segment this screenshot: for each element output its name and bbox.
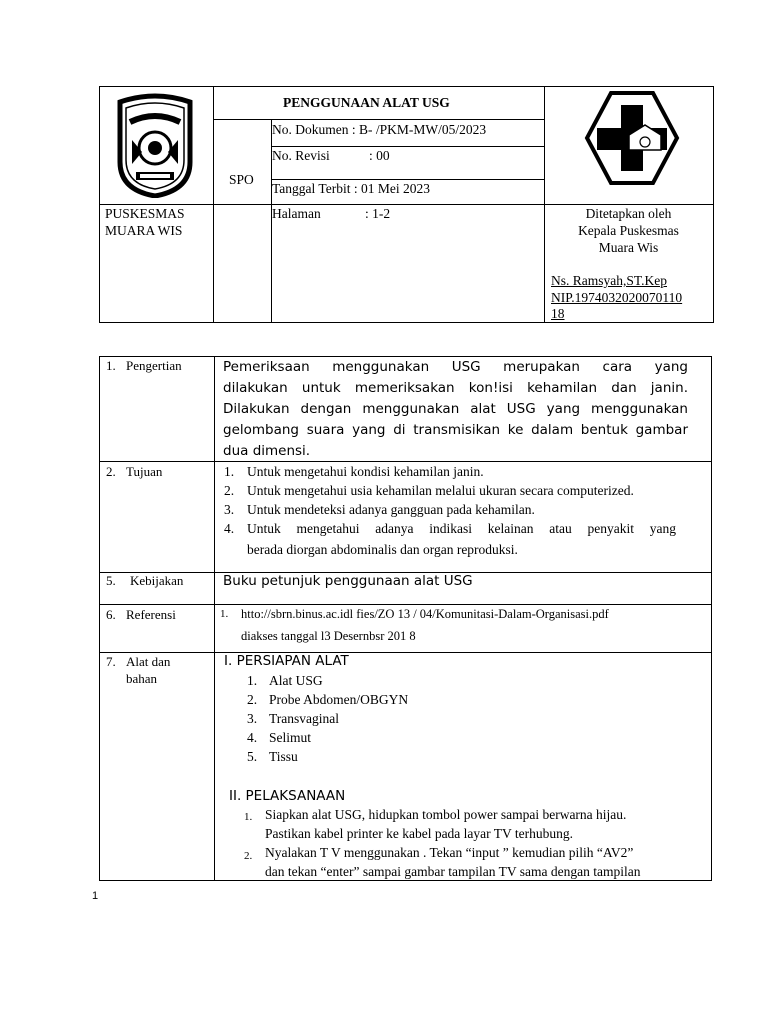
ditetapkan-line1: Ditetapkan oleh bbox=[585, 206, 672, 221]
list-item: Untuk mengetahui kondisi kehamilan janin. bbox=[247, 464, 484, 479]
list-item: Untuk mendeteksi adanya gangguan pada kehamilan. bbox=[247, 502, 535, 517]
section-number: 6. bbox=[106, 607, 116, 622]
list-item-cont: dan tekan “enter” sampai gambar tampilan TV sama dengan tampilan bbox=[265, 864, 641, 879]
list-item: Transvaginal bbox=[269, 711, 339, 726]
list-item: Untuk mengetahui adanya indikasi kelainan atau penyakit yang bbox=[247, 521, 676, 536]
ditetapkan-line2: Kepala Puskesmas bbox=[578, 223, 679, 238]
list-item-number: 3. bbox=[224, 502, 235, 517]
org-name-line2: MUARA WIS bbox=[105, 223, 183, 238]
list-item-number: 2. bbox=[244, 850, 253, 862]
kebijakan-text: Buku petunjuk penggunaan alat USG bbox=[223, 573, 473, 589]
no-revisi-label: No. Revisi bbox=[272, 148, 330, 163]
header-title: PENGGUNAAN ALAT USG bbox=[283, 95, 450, 110]
page-number: 1 bbox=[92, 890, 99, 902]
list-item-number: 2. bbox=[224, 483, 235, 498]
list-item: Alat USG bbox=[269, 673, 323, 688]
section-label-tujuan: Tujuan bbox=[126, 464, 163, 479]
reference-accessed: diakses tanggal l3 Desernbsr 201 8 bbox=[241, 629, 416, 643]
section-label-kebijakan: Kebijakan bbox=[130, 573, 184, 588]
section-number: 1. bbox=[106, 358, 116, 373]
list-item: Probe Abdomen/OBGYN bbox=[269, 692, 409, 707]
signer-nip-cont: 18 bbox=[551, 306, 565, 321]
list-item-number: 3. bbox=[247, 711, 258, 726]
list-item-number: 1. bbox=[224, 464, 235, 479]
signer-nip: NIP.1974032020070110 bbox=[551, 290, 683, 305]
pengertian-line: Dilakukan dengan menggunakan alat USG yang menggunakan bbox=[223, 401, 688, 417]
section-number: 5. bbox=[106, 573, 116, 588]
ditetapkan-line3: Muara Wis bbox=[598, 240, 659, 255]
list-item-number: 1. bbox=[247, 673, 258, 688]
list-item: Tissu bbox=[269, 749, 298, 764]
list-item-number: 5. bbox=[247, 749, 258, 764]
list-item-cont: berada diorgan abdominalis dan organ reproduksi. bbox=[247, 542, 518, 557]
list-item-number: 4. bbox=[247, 730, 258, 745]
halaman-value: : 1-2 bbox=[365, 206, 391, 221]
no-revisi-value: : 00 bbox=[369, 148, 390, 163]
puskesmas-logo bbox=[583, 90, 681, 186]
pengertian-line: Pemeriksaan menggunakan USG merupakan cara yang bbox=[223, 359, 688, 375]
persiapan-title: I. PERSIAPAN ALAT bbox=[224, 653, 349, 669]
list-item-number: 1. bbox=[244, 811, 253, 823]
signer-name: Ns. Ramsyah,ST.Kep bbox=[551, 273, 667, 288]
section-label-referensi: Referensi bbox=[126, 607, 176, 622]
spo-label: SPO bbox=[229, 172, 254, 187]
tanggal-terbit: Tanggal Terbit : 01 Mei 2023 bbox=[272, 181, 430, 196]
section-label-pengertian: Pengertian bbox=[126, 358, 182, 373]
section-label-alat: Alat dan bbox=[126, 654, 171, 669]
pengertian-line: dua dimensi. bbox=[223, 443, 311, 459]
org-name-line1: PUSKESMAS bbox=[105, 206, 185, 221]
section-number: 7. bbox=[106, 654, 116, 669]
list-item: Siapkan alat USG, hidupkan tombol power sampai berwarna hijau. bbox=[265, 807, 627, 822]
list-item-number: 4. bbox=[224, 521, 235, 536]
list-item-number: 2. bbox=[247, 692, 258, 707]
pengertian-line: gelombang suara yang di transmisikan ke dalam bentuk gambar bbox=[223, 422, 688, 438]
halaman-label: Halaman bbox=[272, 206, 321, 221]
reference-link[interactable]: htto://sbrn.binus.ac.idl fies/ZO 13 / 04/Komunitasi-Dalam-Organisasi.pdf bbox=[241, 607, 609, 621]
no-dokumen: No. Dokumen : B- /PKM-MW/05/2023 bbox=[272, 122, 487, 137]
regency-logo bbox=[112, 92, 198, 198]
list-item: Nyalakan T V menggunakan . Tekan “input ” kemudian pilih “AV2” bbox=[265, 845, 634, 860]
pengertian-line: dilakukan untuk memeriksakan kon!isi kehamilan dan janin. bbox=[223, 380, 688, 396]
list-item: Untuk mengetahui usia kehamilan melalui ukuran secara computerized. bbox=[247, 483, 634, 498]
list-item-cont: Pastikan kabel printer ke kabel pada layar TV terhubung. bbox=[265, 826, 574, 841]
list-item-number: 1. bbox=[220, 608, 229, 620]
pelaksanaan-title: II. PELAKSANAAN bbox=[229, 788, 346, 804]
section-number: 2. bbox=[106, 464, 116, 479]
list-item: Selimut bbox=[269, 730, 312, 745]
section-label-alat-cont: bahan bbox=[126, 671, 158, 686]
